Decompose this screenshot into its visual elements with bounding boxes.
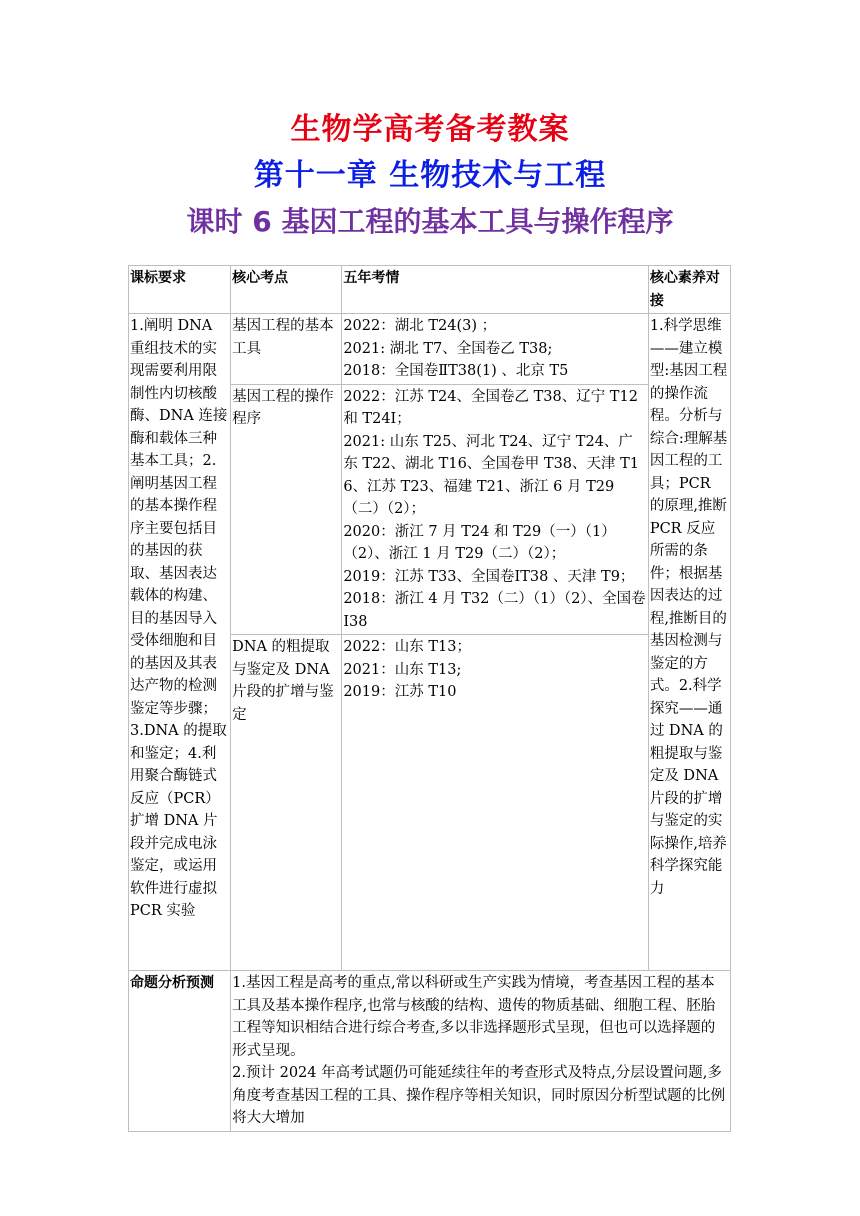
topic-cell: DNA 的粗提取与鉴定及 DNA 片段的扩增与鉴定 (231, 635, 342, 971)
topic-cell: 基因工程的基本工具 (231, 314, 342, 385)
exam-line: 2019：江苏 T33、全国卷ⅠT38 、天津 T9； (343, 568, 635, 585)
exam-line: 2021: 湖北 T7、全国卷乙 T38; (343, 340, 553, 357)
analysis-cell (231, 971, 731, 1132)
table-header-row (129, 266, 731, 314)
exam-cell (342, 314, 649, 385)
exam-line: 2018：浙江 4 月 T32（二）（1）（2）、全国卷Ⅰ38 (343, 591, 646, 630)
exam-cell (342, 635, 649, 971)
exam-line: 2018：全国卷ⅡT38(1) 、北京 T5 (343, 363, 569, 379)
document-title: 生物学高考备考教案 (290, 112, 570, 147)
exam-cell (342, 384, 649, 635)
analysis-row (129, 971, 731, 1132)
header-core-literacy: 核心素养对接 (648, 266, 730, 314)
exam-line: 2021: 山东 T25、河北 T24、辽宁 T24、广东 T22、湖北 T16、全国卷甲 T38、天津 T16、江苏 T23、福建 T21、浙江 6 月 T29（二）（2）； (343, 433, 640, 517)
header-five-year-exams: 五年考情 (342, 266, 649, 314)
exam-line: 2019：江苏 T10 (343, 684, 457, 700)
exam-line: 2020：浙江 7 月 T24 和 T29（一）（1）（2）、浙江 1 月 T29（二）（2）； (343, 523, 616, 562)
table-row (129, 314, 731, 385)
analysis-paragraph: 1.基因工程是高考的重点,常以科研或生产实践为情境，考查基因工程的基本工具及基本操作程序,也常与核酸的结构、遗传的物质基础、细胞工程、胚胎工程等知识相结合进行综合考查,多以非选择题形式呈现，但也可以选择题的形式呈现。 (232, 975, 716, 1059)
exam-line: 2021：山东 T13; (343, 661, 462, 678)
lesson-title: 课时 6 基因工程的基本工具与操作程序 (186, 205, 674, 238)
exam-line: 2022：湖北 T24(3) ； (343, 318, 497, 334)
header-core-topics: 核心考点 (231, 266, 342, 314)
exam-line: 2022：江苏 T24、全国卷乙 T38、辽宁 T12 和 T24Ⅰ； (343, 388, 638, 427)
requirements-cell: 1.阐明 DNA 重组技术的实现需要利用限制性内切核酸酶、DNA 连接酶和载体三种基本工具；2.阐明基因工程的基本操作程序主要包括目的基因的获取、基因表达载体的构建、目的基因导入受体细胞和目的基因及其表达产物的检测鉴定等步骤；3.DNA 的提取和鉴定；4.利用聚合酶链式反应（PCR）扩增 DNA 片段并完成电泳鉴定，或运用软件进行虚拟 PCR 实验 (129, 314, 231, 971)
literacy-cell: 1.科学思维——建立模型:基因工程的操作流程。分析与综合:理解基因工程的工具；PCR 的原理,推断 PCR 反应所需的条件；根据基因表达的过程,推断目的基因检测与鉴定的方式。2.科学探究——通过 DNA 的粗提取与鉴定及 DNA 片段的扩增与鉴定的实际操作,培养科学探究能力 (648, 314, 730, 971)
header-requirements: 课标要求 (129, 266, 231, 314)
chapter-title: 第十一章 生物技术与工程 (253, 158, 607, 193)
analysis-paragraph: 2.预计 2024 年高考试题仍可能延续往年的考查形式及特点,分层设置问题,多角度考查基因工程的工具、操作程序等相关知识，同时原因分析型试题的比例将大大增加 (232, 1065, 726, 1126)
topic-cell: 基因工程的操作程序 (231, 384, 342, 635)
analysis-label: 命题分析预测 (129, 971, 231, 1132)
curriculum-table (128, 265, 731, 1132)
exam-line: 2022：山东 T13； (343, 639, 471, 655)
